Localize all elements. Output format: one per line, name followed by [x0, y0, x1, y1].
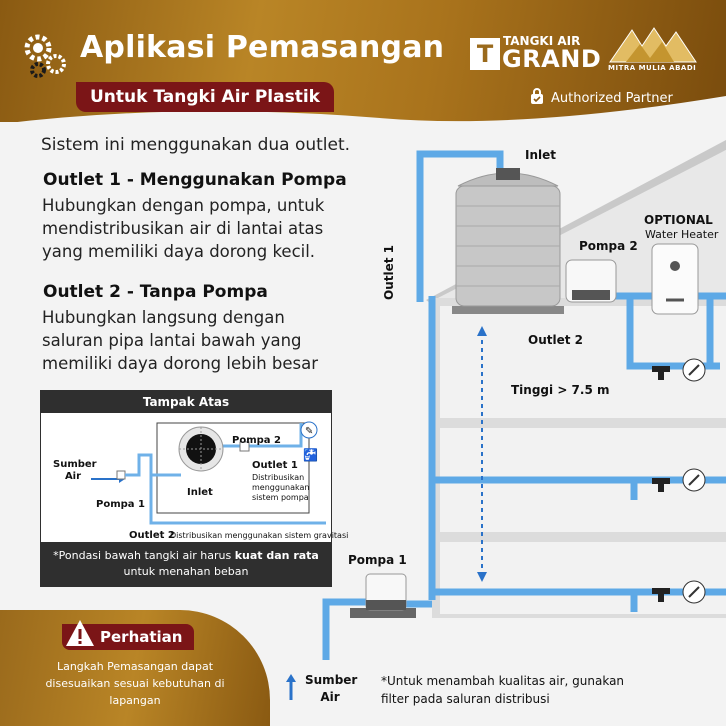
- sumber-air-label: Sumber Air: [305, 673, 358, 704]
- tv-outlet2-desc: Distribusikan menggunakan sistem gravitasi: [170, 531, 349, 540]
- top-view-footer: [41, 542, 331, 586]
- pompa1-label: Pompa 1: [348, 553, 407, 567]
- mma-logo-icon: [606, 24, 698, 64]
- inlet-label: Inlet: [525, 148, 556, 162]
- outlet2-title: Outlet 2 - Tanpa Pompa: [43, 282, 268, 302]
- tv-footer-pre: *Pondasi bawah tangki air harus: [53, 549, 235, 562]
- brand-small: TANGKI AIR: [503, 34, 581, 48]
- page-title: Aplikasi Pemasangan: [80, 30, 445, 65]
- tv-pompa1: Pompa 1: [96, 499, 145, 510]
- sumber-air-arrow-icon: [285, 674, 297, 700]
- lock-badge-icon: [530, 88, 544, 104]
- outlet2-text: Hubungkan langsung dengan saluran pipa lantai bawah yang memiliki daya dorong lebih besar: [42, 308, 319, 373]
- pompa2-label: Pompa 2: [579, 239, 638, 253]
- tv-footer-bold: kuat dan rata: [234, 549, 319, 562]
- filter-note: *Untuk menambah kualitas air, gunakan filter pada saluran distribusi: [381, 674, 625, 706]
- top-view-panel: [40, 390, 349, 587]
- height-label: Tinggi > 7.5 m: [511, 383, 610, 397]
- optional-label: OPTIONAL: [644, 213, 713, 227]
- svg-text:✎: ✎: [305, 426, 314, 437]
- top-view-title: Tampak Atas: [41, 391, 331, 413]
- outlet2-label: Outlet 2: [528, 333, 583, 347]
- outlet1-text: Hubungkan dengan pompa, untuk mendistribusikan air di lantai atas yang memiliki daya dorong kecil.: [42, 196, 325, 261]
- outlet1-title: Outlet 1 - Menggunakan Pompa: [43, 170, 347, 190]
- warning-icon: [64, 618, 96, 648]
- tv-footer-post: untuk menahan beban: [123, 565, 249, 578]
- authorized-partner: Authorized Partner: [551, 91, 673, 106]
- tv-pompa2: Pompa 2: [232, 435, 281, 446]
- page-subtitle: Untuk Tangki Air Plastik: [76, 82, 334, 112]
- warning-text: Langkah Pemasangan dapat disesuaikan sesuai kebutuhan di lapangan: [45, 660, 225, 707]
- water-heater-label: Water Heater: [645, 228, 719, 241]
- brand-logo-icon: T: [470, 38, 500, 70]
- intro-text: Sistem ini menggunakan dua outlet.: [41, 135, 351, 155]
- svg-text:🚰: 🚰: [303, 448, 318, 462]
- outlet1-label: Outlet 1: [382, 245, 396, 300]
- tv-sumber-air: Sumber Air: [53, 459, 97, 482]
- tv-inlet: Inlet: [187, 487, 213, 498]
- tv-outlet1-desc: Distribusikan menggunakan sistem pompa: [252, 473, 310, 502]
- brand-sub: MITRA MULIA ABADI: [608, 64, 697, 72]
- warning-title: Perhatian: [62, 624, 194, 650]
- brand-big: GRAND: [502, 45, 602, 73]
- gears-icon: [20, 30, 72, 82]
- tv-outlet1: Outlet 1: [252, 460, 298, 471]
- tv-outlet2: Outlet 2: [129, 530, 175, 541]
